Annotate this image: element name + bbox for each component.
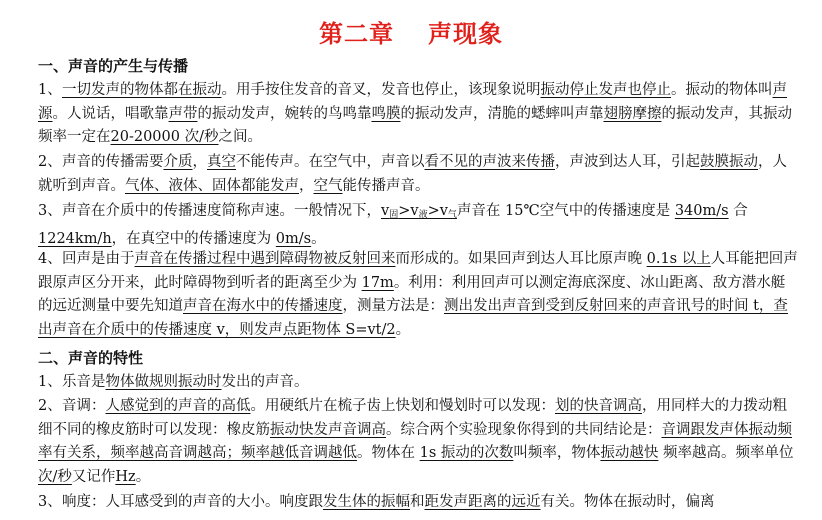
paragraph-1: 1、一切发声的物体都在振动。用手按住发音的音叉，发音也停止，该现象说明振动停止发声也停止。振动的物体叫声源。人说话，唱歌靠声带的振动发声，婉转的鸟鸣靠鸣膜的振动发声，清脆的蟋蟀叫声靠翅膀摩擦的振动发声，其振动频率一定在20-20000 次/秒之间。 [38, 79, 798, 150]
item-number: 4、 [38, 251, 62, 267]
paragraph-4: 4、回声是由于声音在传播过程中遇到障碍物被反射回来而形成的。如果回声到达人耳比原声晚 0.1s 以上人耳能把回声跟原声区分开来，此时障碍物到听者的距离至少为 17m。利用：利用回声可以测定海底深度、冰山距离、敌方潜水艇的远近测量中要先知道声音在海水中的传播速度，测量方法是：测出发出声音到受到反射回来的声音讯号的时间 t，查出声音在介质中的传播速度 v，则发声点距物体 S=vt/2。 [38, 248, 798, 342]
chapter-number: 第二章 [319, 19, 394, 48]
item-number: 3、 [38, 203, 62, 219]
paragraph-3: 3、声音在介质中的传播速度简称声速。一般情况下，$v_固>v_液>v_气$声音在 15℃空气中的传播速度是 340m/s 合 1224km/h，在真空中的传播速度为 0m/s。 [38, 200, 798, 251]
item-number: 3、 [38, 494, 62, 510]
paragraph-7: 3、响度：人耳感受到的声音的大小。响度跟发生体的振幅和距发声距离的远近有关。物体在振动时，偏离 [38, 491, 798, 515]
item-number: 2、 [38, 398, 62, 414]
paragraph-6: 2、音调：人感觉到的声音的高低。用硬纸片在梳子齿上快划和慢划时可以发现：划的快音调高，用同样大的力拨动粗细不同的橡皮筋时可以发现：橡皮筋振动快发声音调高。综合两个实验现象你得到的共同结论是：音调跟发声体振动频率有关系，频率越高音调越高；频率越低音调越低。物体在 1s 振动的次数叫频率，物体振动越快 频率越高。频率单位次/秒又记作Hz。 [38, 395, 798, 489]
item-number: 1、 [38, 82, 62, 98]
paragraph-2: 2、声音的传播需要介质，真空不能传声。在空气中，声音以看不见的声波来传播，声波到达人耳，引起鼓膜振动，人就听到声音。气体、液体、固体都能发声，空气能传播声音。 [38, 151, 798, 198]
section-heading-1: 一、声音的产生与传播 [38, 57, 189, 75]
speed-comparison: $v_固>v_液>v_气$ [381, 203, 457, 220]
paragraph-5: 1、乐音是物体做规则振动时发出的声音。 [38, 371, 798, 395]
item-number: 2、 [38, 154, 62, 170]
chapter-name: 声现象 [428, 19, 503, 48]
chapter-title [0, 14, 822, 49]
item-number: 1、 [38, 374, 62, 390]
section-heading-2: 二、声音的特性 [38, 349, 144, 367]
